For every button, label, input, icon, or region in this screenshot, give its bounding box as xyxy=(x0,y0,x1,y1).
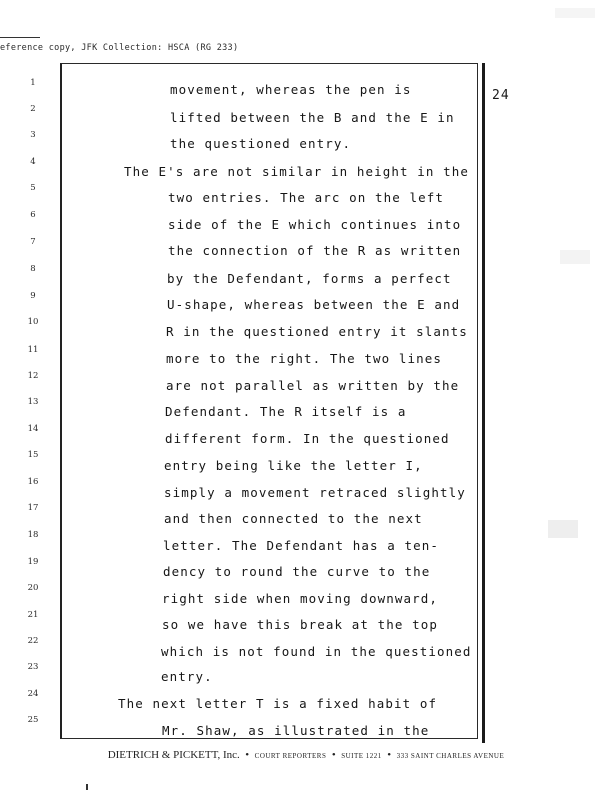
line-number: 15 xyxy=(27,450,39,460)
line-number: 19 xyxy=(27,557,39,567)
transcript-line: by the Defendant, forms a perfect xyxy=(167,271,452,286)
transcript-line: lifted between the B and the E in xyxy=(170,110,455,125)
line-number: 13 xyxy=(27,397,39,407)
transcript-line: two entries. The arc on the left xyxy=(168,190,445,205)
line-number: 14 xyxy=(27,424,39,434)
transcript-line: right side when moving downward, xyxy=(162,591,439,606)
transcript-line: simply a movement retraced slightly xyxy=(164,485,466,500)
line-number: 1 xyxy=(30,78,36,88)
top-rule xyxy=(0,37,40,38)
line-number: 7 xyxy=(30,237,36,247)
transcript-line: movement, whereas the pen is xyxy=(170,82,412,97)
transcript-line: letter. The Defendant has a ten- xyxy=(163,538,440,553)
line-number: 23 xyxy=(27,662,39,672)
service-label: COURT REPORTERS xyxy=(254,752,327,760)
separator-dot: • xyxy=(387,749,392,761)
scan-noise xyxy=(548,520,578,538)
transcript-line: different form. In the questioned xyxy=(165,431,450,446)
transcript-line: Defendant. The R itself is a xyxy=(165,404,407,419)
line-number: 24 xyxy=(27,689,39,699)
transcript-line: entry. xyxy=(161,669,213,684)
line-number: 11 xyxy=(27,345,39,355)
margin-bar xyxy=(482,63,485,743)
line-number: 6 xyxy=(30,210,36,220)
line-number: 16 xyxy=(27,477,39,487)
company-name: DIETRICH & PICKETT, Inc. xyxy=(107,749,240,761)
scan-noise xyxy=(560,250,590,264)
line-number: 12 xyxy=(27,371,39,381)
line-number: 5 xyxy=(30,183,36,193)
transcript-line: more to the right. The two lines xyxy=(166,351,443,366)
line-number: 22 xyxy=(27,636,39,646)
transcript-line: The next letter T is a fixed habit of xyxy=(118,696,438,711)
line-number: 10 xyxy=(27,317,39,327)
suite-label: SUITE 1221 xyxy=(341,752,382,760)
line-number: 2 xyxy=(30,104,36,114)
address-label: 333 SAINT CHARLES AVENUE xyxy=(396,752,505,760)
transcript-line: the questioned entry. xyxy=(170,136,352,151)
scan-mark xyxy=(86,784,88,790)
transcript-line: side of the E which continues into xyxy=(168,217,462,232)
transcript-line: so we have this break at the top xyxy=(162,617,439,632)
transcript-line: are not parallel as written by the xyxy=(166,378,460,393)
line-number: 25 xyxy=(27,715,39,725)
collection-header: eference copy, JFK Collection: HSCA (RG 233) xyxy=(0,43,239,53)
transcript-line: The E's are not similar in height in the xyxy=(124,164,470,179)
line-number: 9 xyxy=(30,291,36,301)
separator-dot: • xyxy=(331,749,336,761)
transcript-line: entry being like the letter I, xyxy=(164,458,423,473)
transcript-line: and then connected to the next xyxy=(164,511,423,526)
line-number: 18 xyxy=(27,530,39,540)
transcript-line: which is not found in the questioned xyxy=(161,644,472,659)
page-number: 24 xyxy=(492,88,510,103)
transcript-line: U-shape, whereas between the E and xyxy=(167,297,461,312)
transcript-line: dency to round the curve to the xyxy=(163,564,431,579)
line-number: 20 xyxy=(27,583,39,593)
transcript-line: Mr. Shaw, as illustrated in the xyxy=(162,723,430,738)
line-number: 8 xyxy=(30,264,36,274)
transcript-line: the connection of the R as written xyxy=(168,243,462,258)
line-number: 17 xyxy=(27,503,39,513)
separator-dot: • xyxy=(245,749,250,761)
line-number: 21 xyxy=(27,610,39,620)
transcript-line: R in the questioned entry it slants xyxy=(166,324,468,339)
scan-noise xyxy=(555,8,595,18)
reporter-footer xyxy=(0,749,612,761)
line-number: 4 xyxy=(30,157,36,167)
line-number: 3 xyxy=(30,130,36,140)
